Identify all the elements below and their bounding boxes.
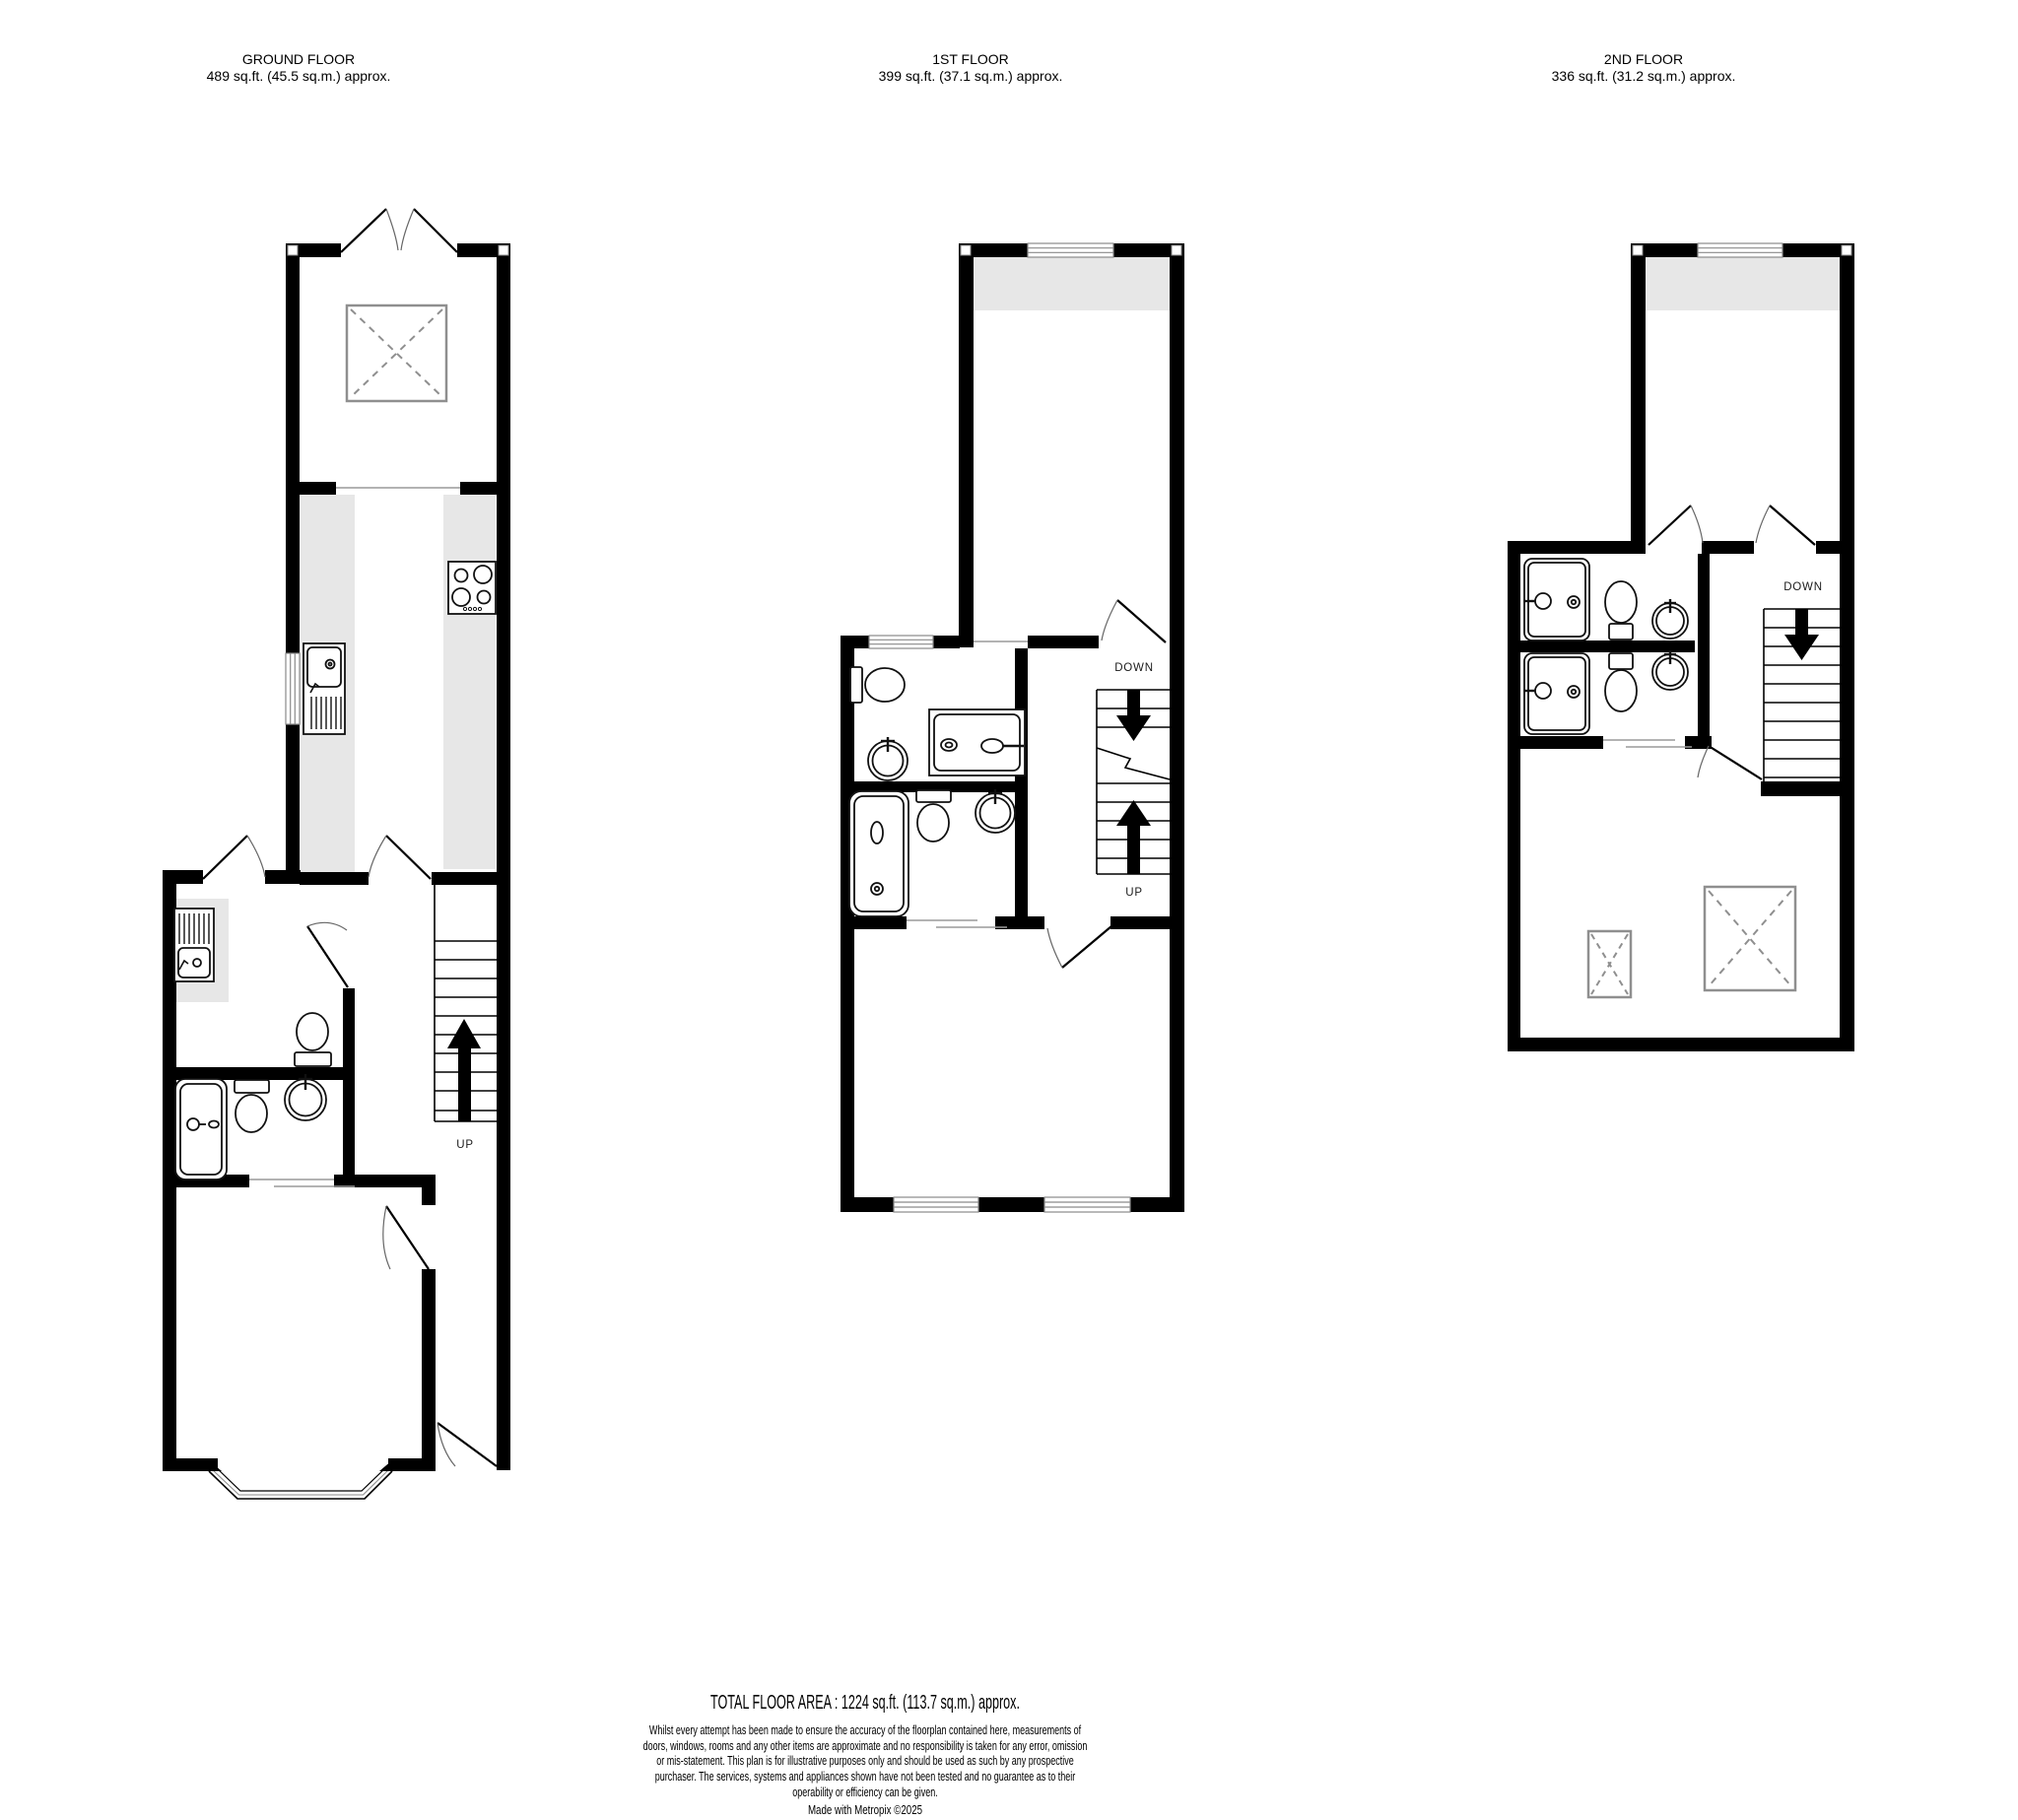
basin-icon <box>1652 599 1688 639</box>
floor-title: 2ND FLOOR <box>1603 51 1684 67</box>
roof-light-marker <box>347 305 446 401</box>
basin-icon <box>975 789 1015 833</box>
shower-bath-icon <box>1524 653 1589 734</box>
floor-title: 1ST FLOOR <box>932 51 1009 67</box>
front-door <box>437 1423 497 1466</box>
utility-sink-icon <box>174 909 214 981</box>
bath-icon <box>175 1079 227 1180</box>
staircase <box>1097 690 1170 874</box>
window <box>1698 243 1783 257</box>
toilet-icon <box>1605 653 1637 711</box>
shower-icon <box>929 709 1025 775</box>
reduced-height-shading <box>1646 257 1840 310</box>
window <box>286 653 300 724</box>
toilet-icon <box>1605 581 1637 640</box>
roof-light-marker <box>1705 887 1795 990</box>
total-floor-area: TOTAL FLOOR AREA : 1224 sq.ft. (113.7 sq.m.) approx. <box>710 1692 1020 1714</box>
floor-area: 399 sq.ft. (37.1 sq.m.) approx. <box>878 68 1063 84</box>
down-arrow-icon <box>1784 609 1819 660</box>
hob-icon <box>448 562 496 614</box>
floor-area: 336 sq.ft. (31.2 sq.m.) approx. <box>1551 68 1736 84</box>
toilet-icon <box>916 790 951 842</box>
toilet-icon <box>295 1013 331 1066</box>
second-floor-plan <box>1508 243 1854 1051</box>
kitchen-counters <box>169 495 496 1002</box>
bath-icon <box>849 791 908 916</box>
metropix-credit: Made with Metropix ©2025 <box>807 1802 923 1817</box>
first-floor-plan <box>841 243 1184 1212</box>
double-door <box>341 209 457 252</box>
opening-lines <box>1603 740 1692 747</box>
stair-break-line <box>1097 748 1170 779</box>
up-arrow-icon <box>1116 800 1151 874</box>
basin-icon <box>868 737 908 780</box>
staircase <box>1764 609 1840 781</box>
down-label: DOWN <box>1783 581 1823 593</box>
disclaimer-text: Whilst every attempt has been made to ensure the accuracy of the floorplan contained here, measurements of doors, windows, rooms and any other items are approximate and no responsibility is taken for any error, omission or mis-statement. This plan is for illustrative purposes only and should be used as such by any prospective purchaser. The services, systems and appliances shown have not been tested and no guarantee as to their operability or efficiency can be given. <box>642 1723 1088 1799</box>
floor-area: 489 sq.ft. (45.5 sq.m.) approx. <box>206 68 391 84</box>
floor-title: GROUND FLOOR <box>241 51 356 67</box>
down-arrow-icon <box>1116 690 1151 741</box>
basin-icon <box>285 1074 326 1120</box>
up-label: UP <box>456 1139 474 1151</box>
ground-floor-plan <box>163 209 510 1499</box>
kitchen-sink-icon <box>303 643 345 734</box>
down-label: DOWN <box>1114 662 1154 674</box>
toilet-icon <box>850 667 905 703</box>
roof-light-marker <box>1588 931 1631 997</box>
basin-icon <box>1652 650 1688 690</box>
staircase <box>435 885 497 1121</box>
bay-window <box>209 1460 392 1499</box>
reduced-height-shading <box>974 257 1170 310</box>
toilet-icon <box>235 1080 269 1132</box>
up-label: UP <box>1125 887 1143 899</box>
shower-bath-icon <box>1524 559 1589 640</box>
